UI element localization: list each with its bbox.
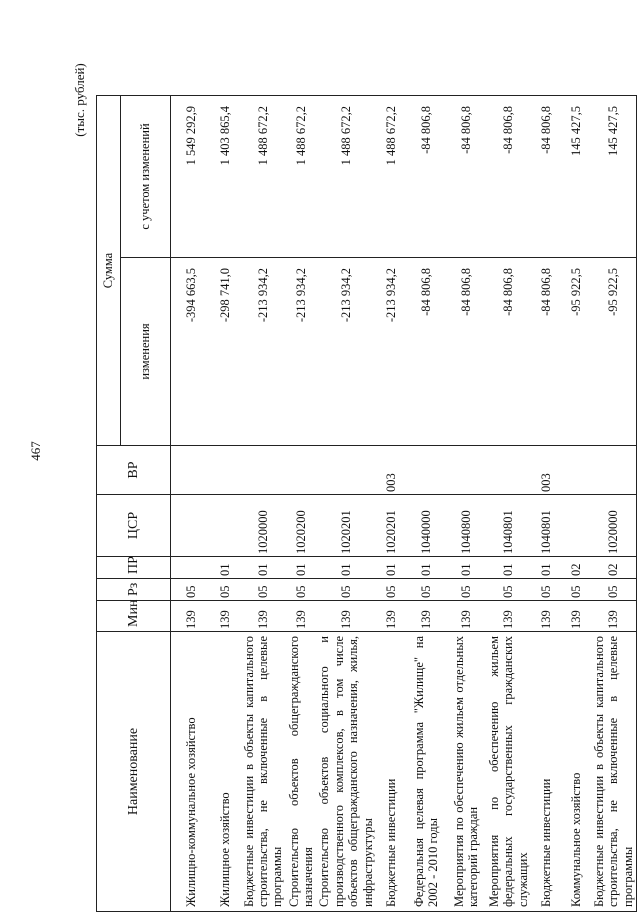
row-total: 145 427,5 — [591, 96, 637, 258]
row-pr: 01 — [211, 557, 241, 579]
table-row — [486, 96, 531, 912]
row-total: 1 488 672,2 — [316, 96, 376, 258]
row-min: 139 — [406, 601, 446, 632]
row-min: 139 — [211, 601, 241, 632]
row-rz: 05 — [486, 579, 531, 601]
row-csr: 1040801 — [486, 495, 531, 557]
row-csr — [211, 495, 241, 557]
row-vr — [486, 446, 531, 495]
row-csr: 1020000 — [591, 495, 637, 557]
table-row — [286, 96, 317, 912]
row-min: 139 — [171, 601, 211, 632]
row-change: -84 806,8 — [446, 258, 486, 446]
row-name: Жилищное хозяйство — [211, 632, 241, 912]
row-pr: 01 — [241, 557, 286, 579]
row-csr: 1020201 — [316, 495, 376, 557]
row-vr — [446, 446, 486, 495]
row-change: -213 934,2 — [241, 258, 286, 446]
row-total: 1 403 865,4 — [211, 96, 241, 258]
budget-table — [96, 95, 637, 912]
row-change: -84 806,8 — [531, 258, 561, 446]
table-row — [531, 96, 561, 912]
header-name: Наименование — [97, 632, 171, 912]
table-row — [591, 96, 637, 912]
row-vr: 003 — [376, 446, 406, 495]
row-vr — [406, 446, 446, 495]
row-total: 1 488 672,2 — [286, 96, 317, 258]
table-row — [316, 96, 376, 912]
table-header — [97, 96, 171, 912]
row-min: 139 — [531, 601, 561, 632]
row-csr — [171, 495, 211, 557]
row-total: -84 806,8 — [531, 96, 561, 258]
table-row — [376, 96, 406, 912]
row-total: -84 806,8 — [446, 96, 486, 258]
table-row — [561, 96, 591, 912]
row-pr: 01 — [286, 557, 317, 579]
table-row — [406, 96, 446, 912]
row-name: Мероприятия по обеспечению жильем федеральных государственных гражданских служащих — [486, 632, 531, 912]
row-pr: 01 — [316, 557, 376, 579]
header-sum: Сумма — [97, 96, 121, 446]
row-change: -298 741,0 — [211, 258, 241, 446]
row-name: Бюджетные инвестиции в объекты капитального строительства, не включенные в целевые программы — [241, 632, 286, 912]
row-rz: 05 — [376, 579, 406, 601]
header-pr: ПР — [97, 557, 171, 579]
row-min: 139 — [316, 601, 376, 632]
row-min: 139 — [486, 601, 531, 632]
row-rz: 05 — [531, 579, 561, 601]
row-csr: 1020201 — [376, 495, 406, 557]
row-rz: 05 — [406, 579, 446, 601]
row-vr — [286, 446, 317, 495]
row-total: -84 806,8 — [486, 96, 531, 258]
row-vr — [171, 446, 211, 495]
row-total: 1 488 672,2 — [241, 96, 286, 258]
row-change: -213 934,2 — [316, 258, 376, 446]
row-rz: 05 — [316, 579, 376, 601]
row-rz: 05 — [211, 579, 241, 601]
row-total: 1 549 292,9 — [171, 96, 211, 258]
row-rz: 05 — [561, 579, 591, 601]
table-row — [211, 96, 241, 912]
row-csr: 1020000 — [241, 495, 286, 557]
row-name: Мероприятия по обеспечению жильем отдельных категорий граждан — [446, 632, 486, 912]
row-pr: 02 — [591, 557, 637, 579]
units-note: (тыс. рублей) — [72, 63, 87, 137]
header-min: Мин — [97, 601, 171, 632]
row-name: Бюджетные инвестиции в объекты капитального строительства, не включенные в целевые программы — [591, 632, 637, 912]
header-change: изменения — [121, 258, 171, 446]
row-csr: 1040800 — [446, 495, 486, 557]
row-rz: 05 — [286, 579, 317, 601]
row-min: 139 — [241, 601, 286, 632]
row-change: -95 922,5 — [591, 258, 637, 446]
row-pr: 01 — [486, 557, 531, 579]
row-change: -213 934,2 — [376, 258, 406, 446]
row-vr — [561, 446, 591, 495]
header-rz: Рз — [97, 579, 171, 601]
row-name: Коммунальное хозяйство — [561, 632, 591, 912]
row-total: -84 806,8 — [406, 96, 446, 258]
row-csr: 1020200 — [286, 495, 317, 557]
row-change: -95 922,5 — [561, 258, 591, 446]
table-row — [171, 96, 211, 912]
row-pr — [171, 557, 211, 579]
row-vr — [211, 446, 241, 495]
row-min: 139 — [376, 601, 406, 632]
row-min: 139 — [286, 601, 317, 632]
table-row — [446, 96, 486, 912]
row-name: Жилищно-коммунальное хозяйство — [171, 632, 211, 912]
row-change: -394 663,5 — [171, 258, 211, 446]
row-min: 139 — [446, 601, 486, 632]
table-row — [241, 96, 286, 912]
header-vr: ВР — [97, 446, 171, 495]
row-change: -213 934,2 — [286, 258, 317, 446]
row-pr: 01 — [376, 557, 406, 579]
row-name: Строительство объектов общегражданского назначения — [286, 632, 317, 912]
row-rz: 05 — [446, 579, 486, 601]
row-rz: 05 — [241, 579, 286, 601]
row-vr: 003 — [531, 446, 561, 495]
row-min: 139 — [561, 601, 591, 632]
row-pr: 02 — [561, 557, 591, 579]
row-name: Бюджетные инвестиции — [376, 632, 406, 912]
header-csr: ЦСР — [97, 495, 171, 557]
page-number: 467 — [28, 441, 43, 461]
row-rz: 05 — [591, 579, 637, 601]
row-pr: 01 — [406, 557, 446, 579]
row-total: 145 427,5 — [561, 96, 591, 258]
row-name: Федеральная целевая программа "Жилище" на 2002 - 2010 годы — [406, 632, 446, 912]
row-csr: 1040801 — [531, 495, 561, 557]
row-pr: 01 — [531, 557, 561, 579]
row-csr: 1040000 — [406, 495, 446, 557]
row-name: Бюджетные инвестиции — [531, 632, 561, 912]
row-vr — [591, 446, 637, 495]
row-pr: 01 — [446, 557, 486, 579]
row-min: 139 — [591, 601, 637, 632]
row-csr — [561, 495, 591, 557]
table-body — [171, 96, 637, 912]
row-name: Строительство объектов социального и производственного комплексов, в том числе объектов общегражданского назначения, жилья, инфраструктуры — [316, 632, 376, 912]
document-table-frame — [96, 96, 640, 912]
row-vr — [316, 446, 376, 495]
header-with-change: с учетом изменений — [121, 96, 171, 258]
row-change: -84 806,8 — [486, 258, 531, 446]
row-rz: 05 — [171, 579, 211, 601]
row-change: -84 806,8 — [406, 258, 446, 446]
row-total: 1 488 672,2 — [376, 96, 406, 258]
row-vr — [241, 446, 286, 495]
